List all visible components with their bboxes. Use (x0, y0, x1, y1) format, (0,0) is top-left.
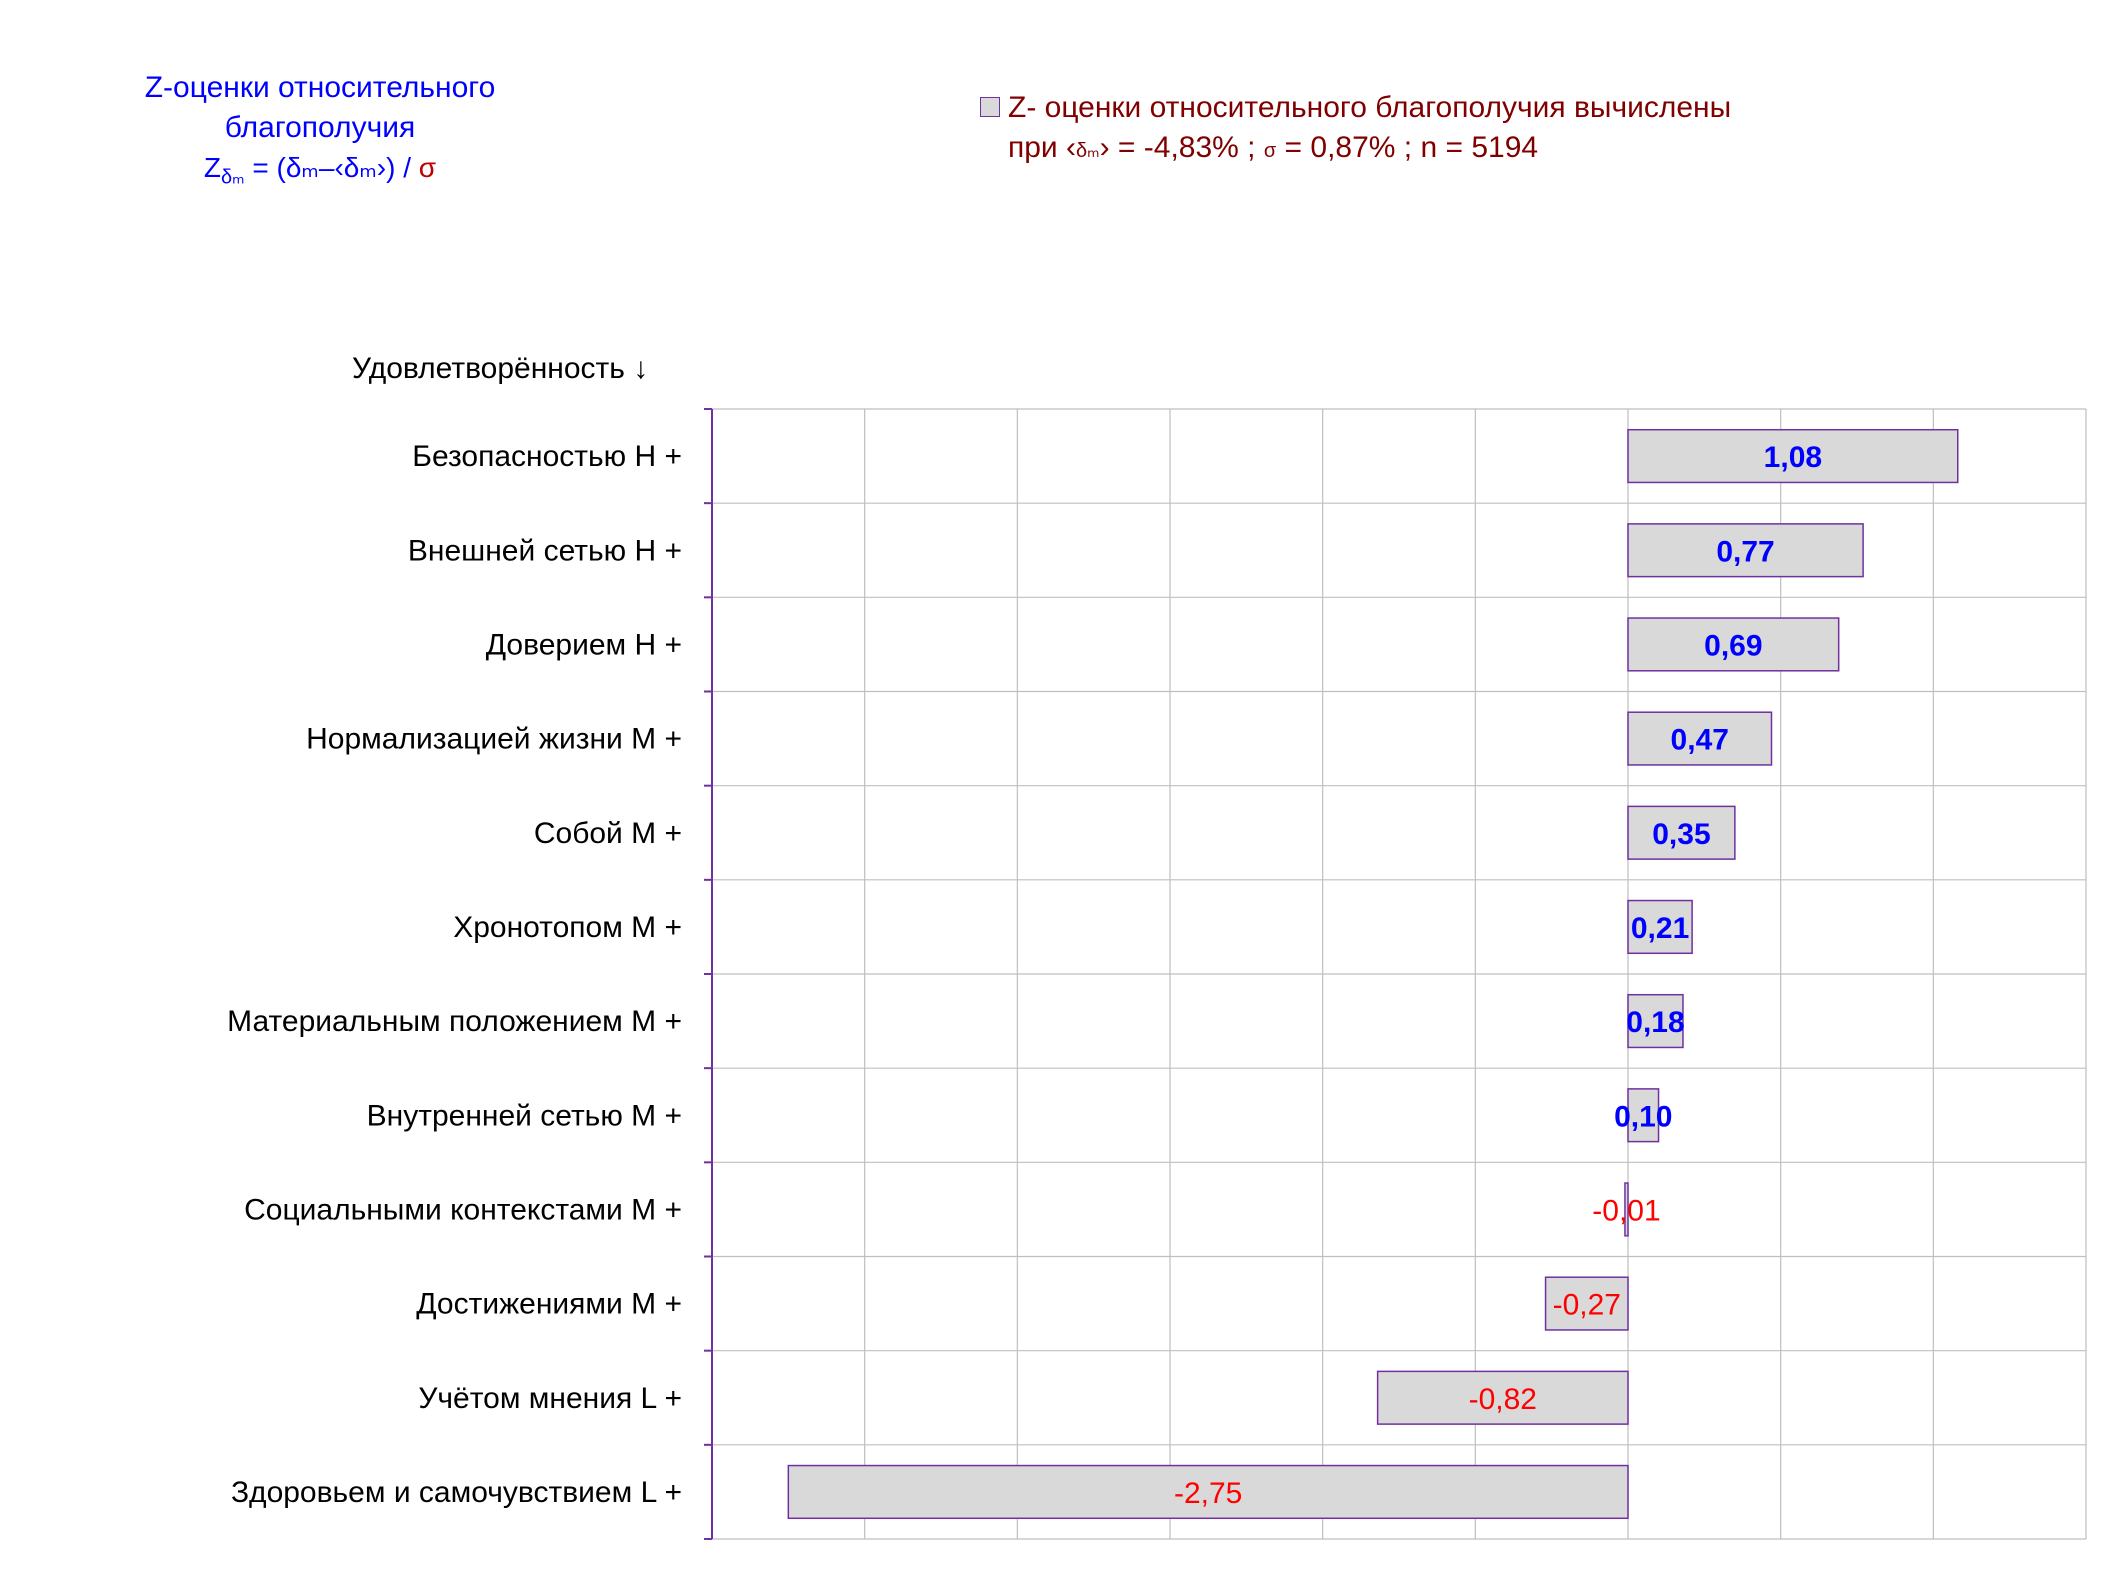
category-label: Нормализацией жизни M + (306, 722, 682, 756)
title-line-1: Z-оценки относительного (144, 71, 496, 104)
data-label: 0,47 (1670, 723, 1729, 757)
data-label: 0,77 (1716, 535, 1775, 569)
title-line-2: благополучия (224, 111, 416, 144)
category-label: Учётом мнения L + (418, 1381, 682, 1415)
data-label: 1,08 (1763, 441, 1823, 475)
data-label: -2,75 (1173, 1476, 1243, 1510)
legend-line-2-part-1: при ‹ (1008, 131, 1077, 164)
legend-line-2-small-2: σ (1263, 140, 1277, 162)
formula-sigma: σ (418, 152, 437, 183)
formula-body: = (δₘ–‹δₘ›) / (244, 152, 412, 183)
legend-line-2-part-2: › = -4,83% ; (1099, 131, 1264, 164)
category-label: Безопасностью H + (412, 440, 682, 474)
formula-prefix: Z (203, 152, 222, 183)
category-label: Материальным положением M + (227, 1005, 682, 1039)
legend-line-2-part-3: = 0,87% ; n = 5194 (1276, 131, 1539, 164)
category-label: Хронотопом M + (453, 910, 682, 944)
category-label: Достижениями M + (416, 1287, 682, 1321)
legend-line-2-small-1: δₘ (1076, 140, 1100, 162)
data-label: -0,27 (1552, 1288, 1621, 1322)
data-label: 0,69 (1704, 629, 1763, 663)
data-label: 0,10 (1614, 1100, 1673, 1134)
data-label: 0,35 (1652, 817, 1711, 851)
legend-line-1: Z- оценки относительного благополучия вычислены (1008, 91, 1732, 124)
category-label: Внутренней сетью M + (366, 1099, 682, 1133)
category-label: Здоровьем и самочувствием L + (230, 1475, 682, 1509)
category-label: Собой M + (533, 816, 682, 850)
data-label: -0,82 (1468, 1382, 1538, 1416)
formula-subscript: δₘ (221, 166, 245, 189)
y-axis-heading: Удовлетворённость ↓ (352, 352, 649, 385)
data-label: 0,21 (1630, 911, 1690, 945)
category-label: Доверием H + (485, 628, 682, 662)
data-label: -0,01 (1592, 1194, 1661, 1228)
category-label: Социальными контекстами M + (244, 1193, 682, 1227)
category-label: Внешней сетью H + (407, 534, 682, 568)
data-label: 0,18 (1626, 1006, 1685, 1040)
